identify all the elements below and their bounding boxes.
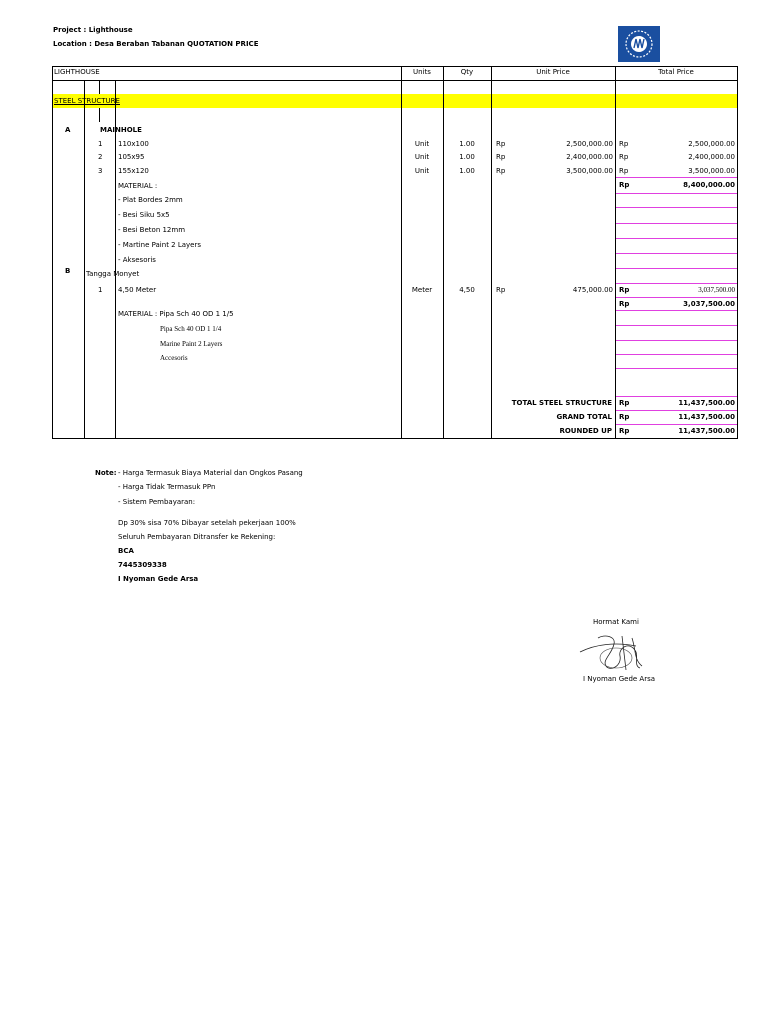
row-number: 3 [98, 167, 103, 175]
row-unit: Meter [411, 286, 433, 294]
row-qty: 1.00 [459, 140, 475, 148]
signature-greeting: Hormat Kami [593, 618, 639, 626]
notes-label: Note: [95, 469, 117, 477]
row-total-rp: Rp [619, 167, 629, 175]
subtotal-a: 8,400,000.00 [683, 181, 735, 189]
account-number: 7445309338 [118, 561, 167, 569]
row-unit-price: 3,500,000.00 [566, 167, 613, 175]
row-qty: 1.00 [459, 153, 475, 161]
row-rp: Rp [496, 140, 506, 148]
group-a-title: MAINHOLE [100, 126, 142, 134]
total-label: TOTAL STEEL STRUCTURE [511, 399, 612, 407]
section-highlight [53, 94, 737, 108]
list-item: - Plat Bordes 2mm [118, 196, 183, 204]
row-number: 1 [98, 140, 103, 148]
list-item: - Martine Paint 2 Layers [118, 241, 202, 249]
handwritten-signature [576, 630, 656, 674]
row-rp: Rp [496, 153, 506, 161]
row-rp: Rp [496, 286, 506, 294]
subtotal-b: 3,037,500.00 [683, 300, 735, 308]
row-total-rp: Rp [619, 286, 630, 294]
list-item: - Besi Siku 5x5 [118, 211, 170, 219]
row-unit: Unit [414, 167, 430, 175]
total-value: 11,437,500.00 [678, 399, 735, 407]
row-qty: 1.00 [459, 167, 475, 175]
row-description: 105x95 [118, 153, 145, 161]
row-description: 155x120 [118, 167, 149, 175]
list-item: Pipa Sch 40 OD 1 1/4 [160, 325, 222, 333]
payment-line: Dp 30% sisa 70% Dibayar setelah pekerjaan 100% [118, 519, 296, 527]
header-units: Units [413, 68, 431, 76]
note-line: - Harga Termasuk Biaya Material dan Ongkos Pasang [118, 469, 303, 477]
row-total-rp: Rp [619, 153, 629, 161]
group-a-letter: A [65, 126, 71, 134]
material-label: MATERIAL : Pipa Sch 40 OD 1 1/5 [118, 310, 234, 318]
section-title: STEEL STRUCTURE [54, 97, 120, 105]
row-rp: Rp [496, 167, 506, 175]
list-item: Marine Paint 2 Layers [160, 340, 223, 348]
row-total: 3,037,500.00 [698, 286, 735, 294]
total-rp: Rp [619, 427, 630, 435]
material-label: MATERIAL : [118, 182, 158, 190]
row-unit-price: 2,400,000.00 [566, 153, 613, 161]
group-b-title: Tangga Monyet [86, 270, 140, 278]
total-rp: Rp [619, 399, 630, 407]
account-holder: I Nyoman Gede Arsa [118, 575, 199, 583]
note-line: - Sistem Pembayaran: [118, 498, 196, 506]
subtotal-b-rp: Rp [619, 300, 630, 308]
group-b-letter: B [65, 267, 71, 275]
header-item: LIGHTHOUSE [54, 68, 100, 76]
row-total: 2,500,000.00 [688, 140, 735, 148]
location-line: Location : Desa Beraban Tabanan QUOTATION PRICE [53, 40, 259, 48]
total-value: 11,437,500.00 [678, 413, 735, 421]
total-rp: Rp [619, 413, 630, 421]
row-total-rp: Rp [619, 140, 629, 148]
subtotal-a-rp: Rp [619, 181, 630, 189]
row-number: 2 [98, 153, 103, 161]
total-value: 11,437,500.00 [678, 427, 735, 435]
bank-name: BCA [118, 547, 134, 555]
header-qty: Qty [460, 68, 474, 76]
project-line: Project : Lighthouse [53, 26, 133, 34]
list-item: - Besi Beton 12mm [118, 226, 186, 234]
list-item: - Aksesoris [118, 256, 156, 264]
row-total: 2,400,000.00 [688, 153, 735, 161]
row-unit: Unit [414, 153, 430, 161]
row-description: 110x100 [118, 140, 149, 148]
row-unit: Unit [414, 140, 430, 148]
signatory-name: I Nyoman Gede Arsa [583, 675, 656, 683]
row-total: 3,500,000.00 [688, 167, 735, 175]
row-qty: 4,50 [459, 286, 475, 294]
row-number: 1 [98, 286, 103, 294]
company-logo [618, 26, 660, 62]
payment-line: Seluruh Pembayaran Ditransfer ke Rekening: [118, 533, 276, 541]
row-unit-price: 475,000.00 [572, 286, 613, 294]
total-label: GRAND TOTAL [556, 413, 612, 421]
list-item: Accesoris [160, 354, 188, 362]
header-unit-price: Unit Price [536, 68, 570, 76]
row-unit-price: 2,500,000.00 [566, 140, 613, 148]
header-total-price: Total Price [658, 68, 694, 76]
total-label: ROUNDED UP [559, 427, 612, 435]
row-description: 4,50 Meter [118, 286, 157, 294]
note-line: - Harga Tidak Termasuk PPn [118, 483, 216, 491]
